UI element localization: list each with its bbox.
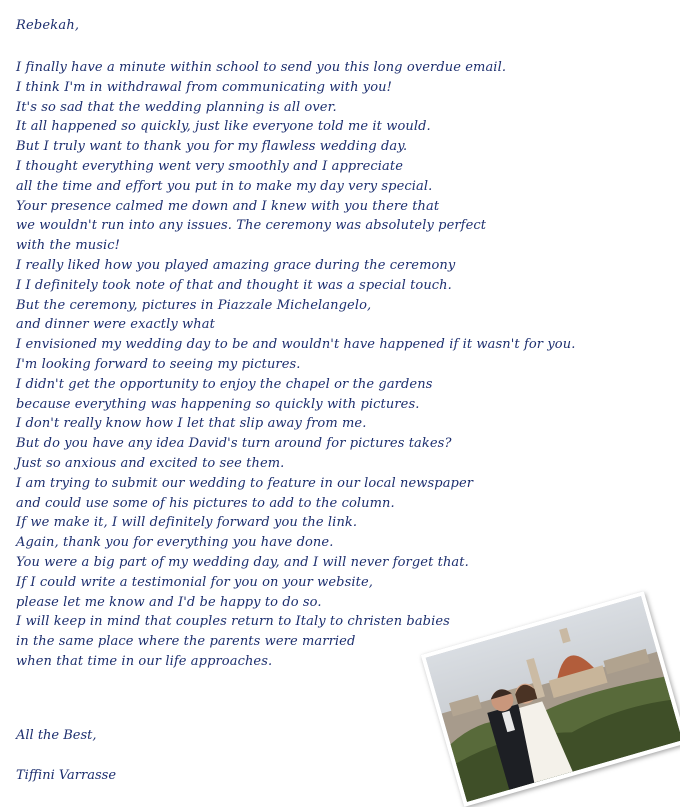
letter-line: I finally have a minute within school to send you this long overdue email. [16, 60, 507, 75]
letter-line: If I could write a testimonial for you on your website, [16, 574, 373, 590]
letter-line: I will keep in mind that couples return to Italy to christen babies [16, 614, 450, 630]
letter-line: all the time and effort you put in to make my day very special. [16, 178, 433, 194]
letter-line: It's so sad that the wedding planning is all over. [16, 99, 337, 115]
letter-line: It all happened so quickly, just like everyone told me it would. [16, 119, 431, 135]
letter-body [16, 58, 575, 672]
letter-line: I didn't get the opportunity to enjoy the chapel or the gardens [16, 376, 433, 392]
letter-line: we wouldn't run into any issues. The ceremony was absolutely perfect [16, 218, 487, 234]
letter-line: and could use some of his pictures to add to the column. [16, 495, 395, 511]
letter-line: in the same place where the parents were married [16, 634, 356, 650]
letter-line: But I truly want to thank you for my flawless wedding day. [16, 139, 408, 155]
letter-line: when that time in our life approaches. [16, 653, 273, 669]
letter-line: Just so anxious and excited to see them. [16, 455, 285, 471]
letter-salutation: Rebekah, [16, 18, 80, 33]
letter-line: You were a big part of my wedding day, and I will never forget that. [16, 554, 469, 570]
letter-line: I really liked how you played amazing grace during the ceremony [16, 257, 456, 273]
letter-line: with the music! [16, 238, 120, 254]
letter-line: I'm looking forward to seeing my pictures. [16, 356, 301, 372]
letter-line: I think I'm in withdrawal from communicating with you! [16, 79, 392, 95]
letter-line: because everything was happening so quickly with pictures. [16, 396, 420, 412]
letter-line: But the ceremony, pictures in Piazzale Michelangelo, [16, 297, 372, 313]
letter-signature: Tiffini Varrasse [16, 768, 117, 783]
letter-line: I don't really know how I let that slip away from me. [16, 416, 367, 432]
letter-line: Again, thank you for everything you have done. [16, 535, 334, 551]
letter-line: If we make it, I will definitely forward you the link. [16, 515, 358, 531]
letter-line: I thought everything went very smoothly and I appreciate [16, 158, 403, 174]
letter-line: But do you have any idea David's turn around for pictures takes? [16, 436, 452, 452]
letter-line: I am trying to submit our wedding to feature in our local newspaper [16, 475, 474, 491]
letter-line: I I definitely took note of that and thought it was a special touch. [16, 277, 452, 293]
letter-line: Your presence calmed me down and I knew with you there that [16, 198, 440, 214]
letter-closing: All the Best, [16, 728, 97, 743]
letter-line: please let me know and I'd be happy to do so. [16, 594, 322, 610]
letter-line: I envisioned my wedding day to be and wouldn't have happened if it wasn't for you. [16, 337, 576, 353]
letter-line: and dinner were exactly what [16, 317, 215, 333]
